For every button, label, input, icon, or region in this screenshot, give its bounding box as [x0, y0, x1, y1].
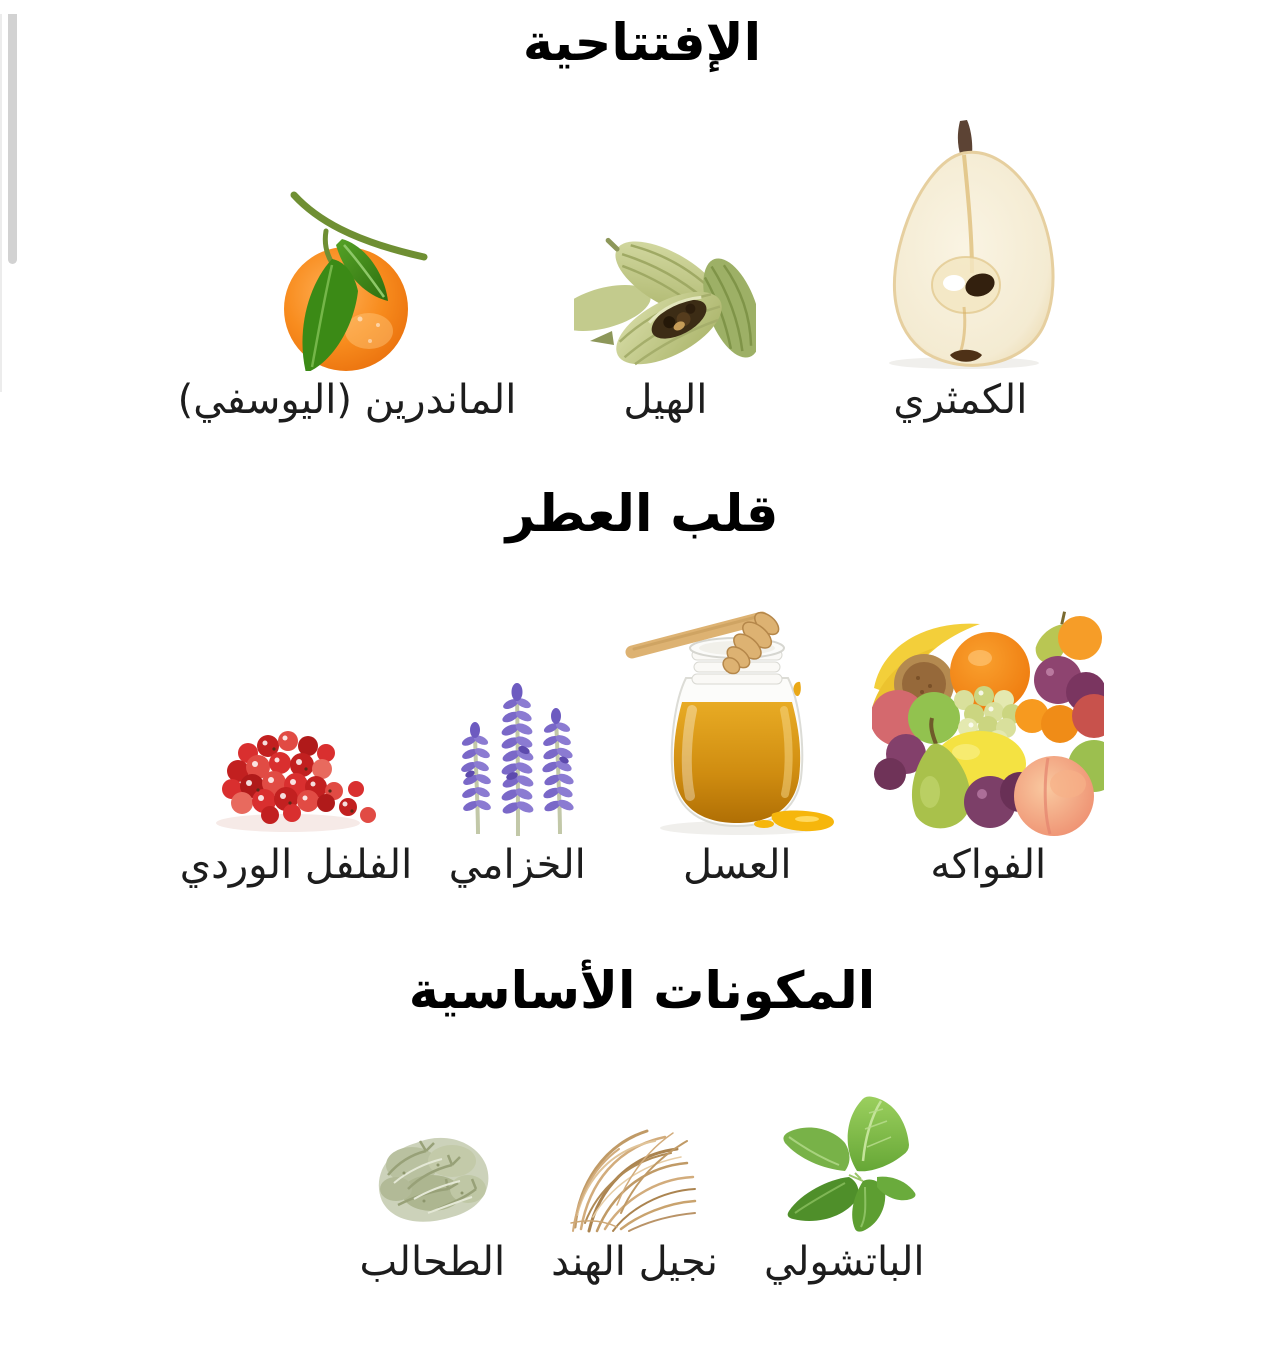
section-title-base-notes: المكونات الأساسية — [408, 962, 876, 1021]
honey-image — [622, 586, 852, 836]
note-label-fruits: الفواكه — [930, 842, 1047, 888]
note-item-pink-pepper — [180, 691, 412, 892]
note-label-pear: الكمثري — [893, 377, 1028, 423]
fruits-image — [872, 596, 1104, 836]
note-label-mandarin: الماندرين (اليوسفي) — [177, 377, 517, 423]
mandarin-image — [266, 191, 428, 371]
section-title-top-notes: الإفتتاحية — [522, 14, 762, 73]
section-top-notes — [0, 14, 1284, 427]
page-edge-line — [0, 14, 2, 392]
perfume-notes-page — [0, 14, 1284, 1289]
note-label-honey: العسل — [682, 842, 792, 888]
note-item-fruits — [872, 596, 1104, 892]
note-item-moss — [360, 1105, 506, 1289]
note-item-vetiver — [551, 1105, 718, 1289]
pear-image — [814, 115, 1106, 371]
pink-pepper-image — [210, 691, 382, 836]
top-notes-row — [0, 115, 1284, 427]
note-label-pink-pepper: الفلفل الوردي — [179, 842, 413, 888]
scrollbar-thumb[interactable] — [8, 14, 17, 264]
moss-image — [368, 1105, 496, 1233]
section-heart-notes — [0, 485, 1284, 892]
note-label-moss: الطحالب — [359, 1239, 506, 1285]
lavender-image — [432, 656, 602, 836]
vetiver-image — [569, 1105, 701, 1233]
note-item-lavender — [432, 656, 602, 892]
section-title-heart-notes: قلب العطر — [505, 485, 779, 544]
section-base-notes — [0, 962, 1284, 1289]
note-label-lavender: الخزامي — [448, 842, 586, 888]
note-label-patchouli: الباتشولي — [763, 1239, 925, 1285]
note-item-patchouli — [764, 1085, 925, 1289]
note-label-cardamom: الهيل — [623, 377, 708, 423]
base-notes-row — [0, 1085, 1284, 1289]
cardamom-image — [574, 213, 756, 371]
patchouli-image — [765, 1085, 923, 1233]
note-item-mandarin — [178, 191, 517, 427]
note-label-vetiver: نجيل الهند — [551, 1239, 718, 1285]
heart-notes-row — [0, 586, 1284, 892]
note-item-honey — [622, 586, 852, 892]
note-item-pear — [814, 115, 1106, 427]
note-item-cardamom — [574, 213, 756, 427]
